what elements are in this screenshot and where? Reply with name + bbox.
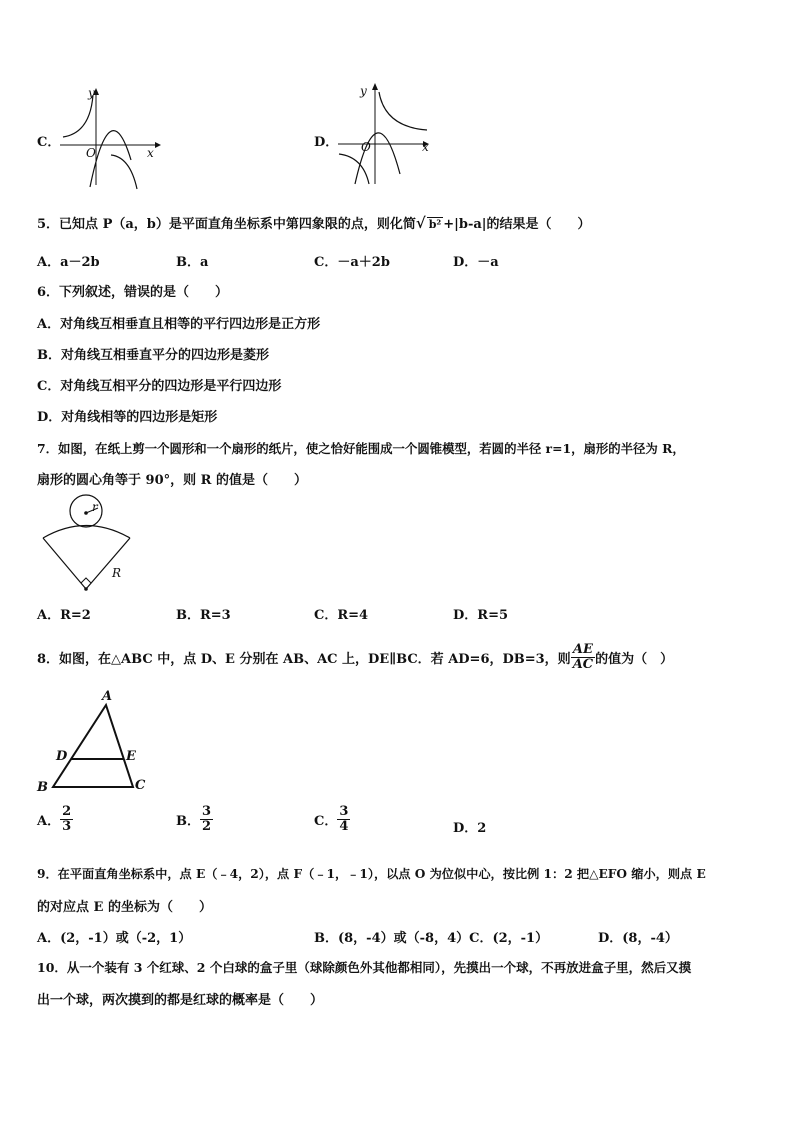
vertex-b-label: B — [37, 780, 48, 795]
q9-option-a[interactable]: A．(2，-1）或（-2，1） — [37, 931, 192, 946]
q5-option-d[interactable]: D．－a — [453, 255, 499, 270]
radius-r-label: r — [92, 500, 98, 514]
fraction-numerator: 3 — [202, 804, 212, 819]
option-label: A． — [37, 814, 61, 829]
q6-option-a[interactable]: A．对角线互相垂直且相等的平行四边形是正方形 — [37, 317, 321, 332]
graph-d-origin: O — [361, 140, 371, 154]
q7-option-b[interactable]: B．R=3 — [176, 608, 231, 623]
q7-option-c[interactable]: C．R=4 — [314, 608, 369, 623]
graph-c-y: y — [88, 86, 95, 100]
hyperbola-branch — [379, 92, 427, 130]
question-8-stem-a: 8．如图，在△ABC 中，点 D、E 分别在 AB、AC 上，DE∥BC．若 AD=6，DB=3，则 — [37, 652, 571, 667]
right-angle-mark — [81, 578, 91, 583]
q8-option-b[interactable] — [176, 805, 213, 834]
graph-d-figure — [335, 82, 435, 187]
hyperbola-branch — [339, 154, 369, 184]
point-d-label: D — [56, 749, 68, 764]
graph-d-x: x — [422, 140, 429, 154]
option-label: B． — [176, 814, 200, 829]
question-10-line-2: 出一个球，两次摸到的都是红球的概率是（ ） — [37, 993, 324, 1008]
q7-option-a[interactable]: A．R=2 — [37, 608, 91, 623]
graph-d-y: y — [360, 84, 367, 98]
vertex-c-label: C — [135, 778, 146, 793]
radius-R-label: R — [112, 566, 122, 580]
fraction-numerator: AE — [571, 643, 595, 658]
fraction-denominator: AC — [572, 657, 594, 672]
question-5-stem-a: 5．已知点 P（a，b）是平面直角坐标系中第四象限的点，则化简 — [37, 217, 416, 232]
question-7-line-1: 7．如图，在纸上剪一个圆形和一个扇形的纸片，使之恰好能围成一个圆锥模型，若圆的半径 r=1，扇形的半径为 R， — [37, 441, 685, 456]
q8-option-d[interactable] — [453, 817, 486, 836]
question-9-line-1: 9．在平面直角坐标系中，点 E（﹣4，2），点 F（﹣1，﹣1），以点 O 为位似中心，按比例 1：2 把△EFO 缩小，则点 E — [37, 867, 706, 881]
fraction-denominator: 3 — [62, 819, 72, 834]
triangle-abc-figure — [40, 695, 150, 795]
fraction-denominator: 4 — [339, 819, 349, 834]
question-8-stem — [37, 643, 673, 672]
triangle-abc — [53, 705, 133, 787]
q8-option-a[interactable] — [37, 805, 73, 834]
question-5-stem — [37, 213, 591, 232]
graph-c-origin: O — [86, 146, 96, 160]
sqrt-radicand: b² — [428, 218, 442, 231]
q5-option-b[interactable]: B．a — [176, 255, 209, 270]
question-9-line-2: 的对应点 E 的坐标为（ ） — [37, 900, 212, 915]
question-10-line-1: 10．从一个装有 3 个红球、2 个白球的盒子里（球除颜色外其他都相同），先摸出一个球，不再放进盒子里，然后又摸 — [37, 960, 692, 975]
q7-option-d[interactable]: D．R=5 — [453, 608, 509, 623]
option-label: C． — [314, 814, 338, 829]
q6-option-c[interactable]: C．对角线互相平分的四边形是平行四边形 — [37, 379, 282, 394]
vertex-a-label: A — [102, 689, 113, 704]
hyperbola-branch — [63, 95, 93, 137]
question-5-stem-b: +|b-a|的结果是（ ） — [443, 217, 591, 232]
graph-c-figure — [55, 85, 165, 190]
point-e-label: E — [126, 749, 136, 764]
option-value: 2 — [477, 821, 487, 836]
fraction-numerator: 3 — [339, 804, 349, 819]
q6-option-d[interactable]: D．对角线相等的四边形是矩形 — [37, 410, 218, 425]
graph-d-label: D． — [314, 135, 339, 150]
option-fraction — [200, 805, 213, 834]
q9-option-b-c[interactable]: B．(8，-4）或（-8，4）C．(2，-1） — [314, 931, 549, 946]
question-8-stem-b: 的值为（ ） — [595, 652, 674, 667]
sector-radius — [43, 538, 86, 589]
question-7-line-2: 扇形的圆心角等于 90°，则 R 的值是（ ） — [37, 473, 307, 488]
q5-option-c[interactable]: C．－a＋2b — [314, 255, 390, 270]
fraction-ae-ac — [571, 643, 595, 672]
option-fraction — [337, 805, 350, 834]
graph-c-label: C． — [37, 135, 61, 150]
hyperbola-branch — [111, 155, 137, 189]
sqrt-sign: √ — [415, 214, 426, 232]
fraction-denominator: 2 — [202, 819, 212, 834]
graph-c-x: x — [147, 146, 154, 160]
question-6-stem: 6．下列叙述，错误的是（ ） — [37, 285, 229, 300]
q8-option-c[interactable] — [314, 805, 350, 834]
q6-option-b[interactable]: B．对角线互相垂直平分的四边形是菱形 — [37, 348, 269, 363]
sector-radius — [86, 538, 130, 589]
q5-option-a[interactable]: A．a－2b — [37, 255, 100, 270]
fraction-numerator: 2 — [62, 804, 72, 819]
option-label: D． — [453, 821, 478, 836]
q9-option-d[interactable]: D．(8，-4） — [598, 931, 678, 946]
cone-net-figure — [38, 495, 138, 595]
option-fraction — [60, 805, 73, 834]
